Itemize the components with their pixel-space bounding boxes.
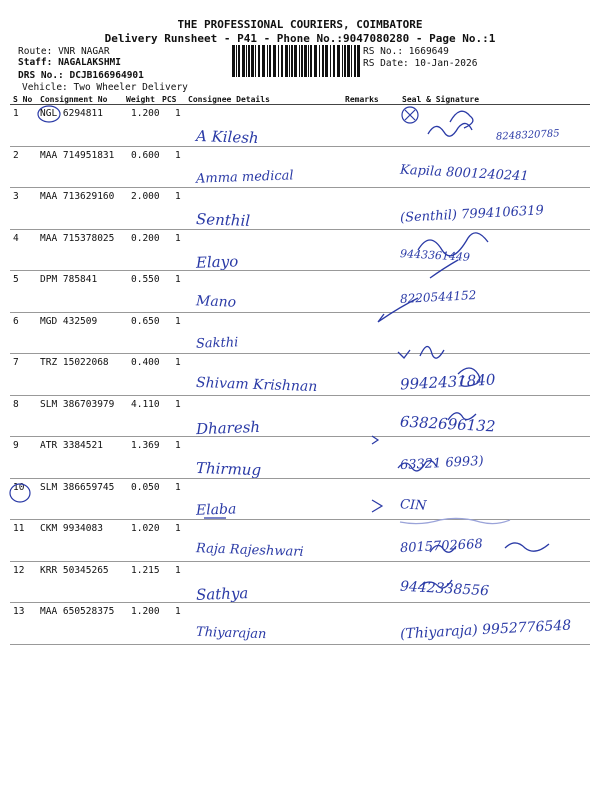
row-weight: 1.200 [131,108,160,119]
row-serial-number: 11 [13,523,25,534]
row-consignee-handwritten: A Kilesh [195,126,259,148]
staff-info: Staff: NAGALAKSHMI [18,57,121,68]
row-pieces: 1 [175,398,181,410]
signature-scribble-icon [448,413,476,420]
row-weight: 0.600 [131,149,160,161]
row-weight: 0.050 [131,481,160,493]
row-consignee-handwritten: Thirmug [195,458,262,480]
row-weight: 4.110 [131,398,160,410]
row-pieces: 1 [175,481,181,493]
row-consignee-handwritten: Elaba [195,500,237,519]
row-seal-signature: Kapila 8001240241 [399,162,530,184]
row-pieces: 1 [175,108,181,119]
row-serial-number: 9 [13,440,19,451]
col-weight: Weight [126,95,155,104]
row-consignment-number: CKM 9934083 [40,523,103,534]
signature-scribble-icon [428,123,472,136]
row-pieces: 1 [175,440,181,451]
row-weight: 1.369 [131,440,160,451]
row-consignee-handwritten: Sathya [195,583,249,604]
signature-scribble-icon [378,298,418,322]
signature-scribble-icon [398,461,436,471]
row-seal-signature: 63321 6993) [399,453,484,474]
row-seal-signature: 9443361449 [399,246,471,264]
row-pieces: 1 [175,564,181,576]
row-consignment-number: TRZ 15022068 [40,357,109,368]
row-weight: 1.215 [131,564,160,576]
row-consignment-number: MGD 432509 [40,315,98,327]
row-consignee-handwritten: Thiyarajan [195,624,267,643]
row-serial-number: 6 [13,315,19,327]
circle-mark-icon [38,106,60,122]
row-consignment-number: SLM 386659745 [40,481,115,493]
row-serial-number: 1 [13,108,19,119]
row-consignment-number: MAA 714951831 [40,149,115,161]
row-weight: 0.400 [131,357,160,368]
row-weight: 0.200 [131,232,160,244]
row-serial-number: 10 [13,481,25,493]
cross-mark-icon [405,110,415,120]
row-pieces: 1 [175,149,181,161]
col-sno: S No [13,95,33,104]
row-consignee-handwritten: Senthil [195,210,251,230]
row-weight: 1.020 [131,523,160,534]
row-consignment-number: MAA 650528375 [40,606,115,617]
row-pieces: 1 [175,315,181,327]
signature-scribble-icon [372,500,382,512]
row-consignment-number: MAA 713629160 [40,191,115,202]
signature-scribble-icon [372,436,378,444]
signature-scribble-icon [430,545,456,552]
signature-scribble-icon [398,346,444,358]
rs-date-info: RS Date: 10-Jan-2026 [363,58,478,69]
row-consignment-number: NGL 6294811 [40,108,103,119]
row-pieces: 1 [175,523,181,534]
row-consignee-handwritten: Elayo [195,251,239,272]
row-seal-signature: 8248320785 [495,128,560,143]
row-pieces: 1 [175,274,181,285]
row-seal-signature: 6382696132 [399,412,496,435]
runsheet-subtitle: Delivery Runsheet - P41 - Phone No.:9047080280 - Page No.:1 [104,32,496,45]
row-consignment-number: ATR 3384521 [40,440,103,451]
row-consignee-handwritten: Amma medical [195,167,294,187]
col-pcs: PCS [162,95,177,104]
route-info: Route: VNR NAGAR [18,46,110,57]
row-seal-signature: 9942431840 [399,370,496,394]
circle-mark-icon [10,481,30,502]
row-seal-signature: 9442338556 [399,578,490,599]
row-consignee-handwritten: Shivam Krishnan [195,374,318,396]
col-remarks: Remarks [345,95,379,104]
row-weight: 0.650 [131,315,160,327]
row-consignment-number: DPM 785841 [40,274,98,285]
row-seal-signature: CIN [399,496,427,514]
signature-scribble-icon [420,580,452,588]
col-consignee: Consignee Details [188,95,270,104]
signature-scribble-icon [430,260,458,278]
vehicle-info: Vehicle: Two Wheeler Delivery [22,82,188,93]
row-serial-number: 13 [13,606,25,617]
row-serial-number: 7 [13,357,19,368]
row-weight: 1.200 [131,606,160,617]
row-seal-signature: 8015702668 [399,536,484,557]
row-serial-number: 5 [13,274,19,285]
row-serial-number: 8 [13,398,19,410]
row-pieces: 1 [175,232,181,244]
row-pieces: 1 [175,191,181,202]
row-consignment-number: SLM 386703979 [40,398,115,410]
row-consignment-number: MAA 715378025 [40,232,115,244]
row-consignee-handwritten: Raja Rajeshwari [195,541,304,560]
row-serial-number: 2 [13,149,19,161]
faded-scribble-icon [400,518,510,523]
row-consignee-handwritten: Sakthi [195,334,239,352]
signature-scribble-icon [450,111,473,128]
row-serial-number: 4 [13,232,19,244]
row-seal-signature: (Senthil) 7994106319 [399,203,545,226]
row-weight: 2.000 [131,191,160,202]
signature-scribble-icon [505,543,549,551]
row-weight: 0.550 [131,274,160,285]
row-pieces: 1 [175,606,181,617]
signature-scribble-icon [418,233,488,256]
company-title: THE PROFESSIONAL COURIERS, COIMBATORE [177,18,423,31]
rs-no-info: RS No.: 1669649 [363,46,449,57]
row-seal-signature: 8220544152 [399,288,477,306]
signature-scribble-icon [458,368,480,386]
row-pieces: 1 [175,357,181,368]
row-seal-signature: (Thiyaraja) 9952776548 [399,617,572,643]
row-serial-number: 3 [13,191,19,202]
row-serial-number: 12 [13,564,25,576]
drs-info: DRS No.: DCJB166964901 [18,70,144,81]
row-consignee-handwritten: Mano [195,293,237,311]
row-consignment-number: KRR 50345265 [40,564,109,576]
col-consignment: Consignment No [40,95,108,104]
col-seal-signature: Seal & Signature [402,95,480,104]
row-consignee-handwritten: Dharesh [195,417,261,438]
